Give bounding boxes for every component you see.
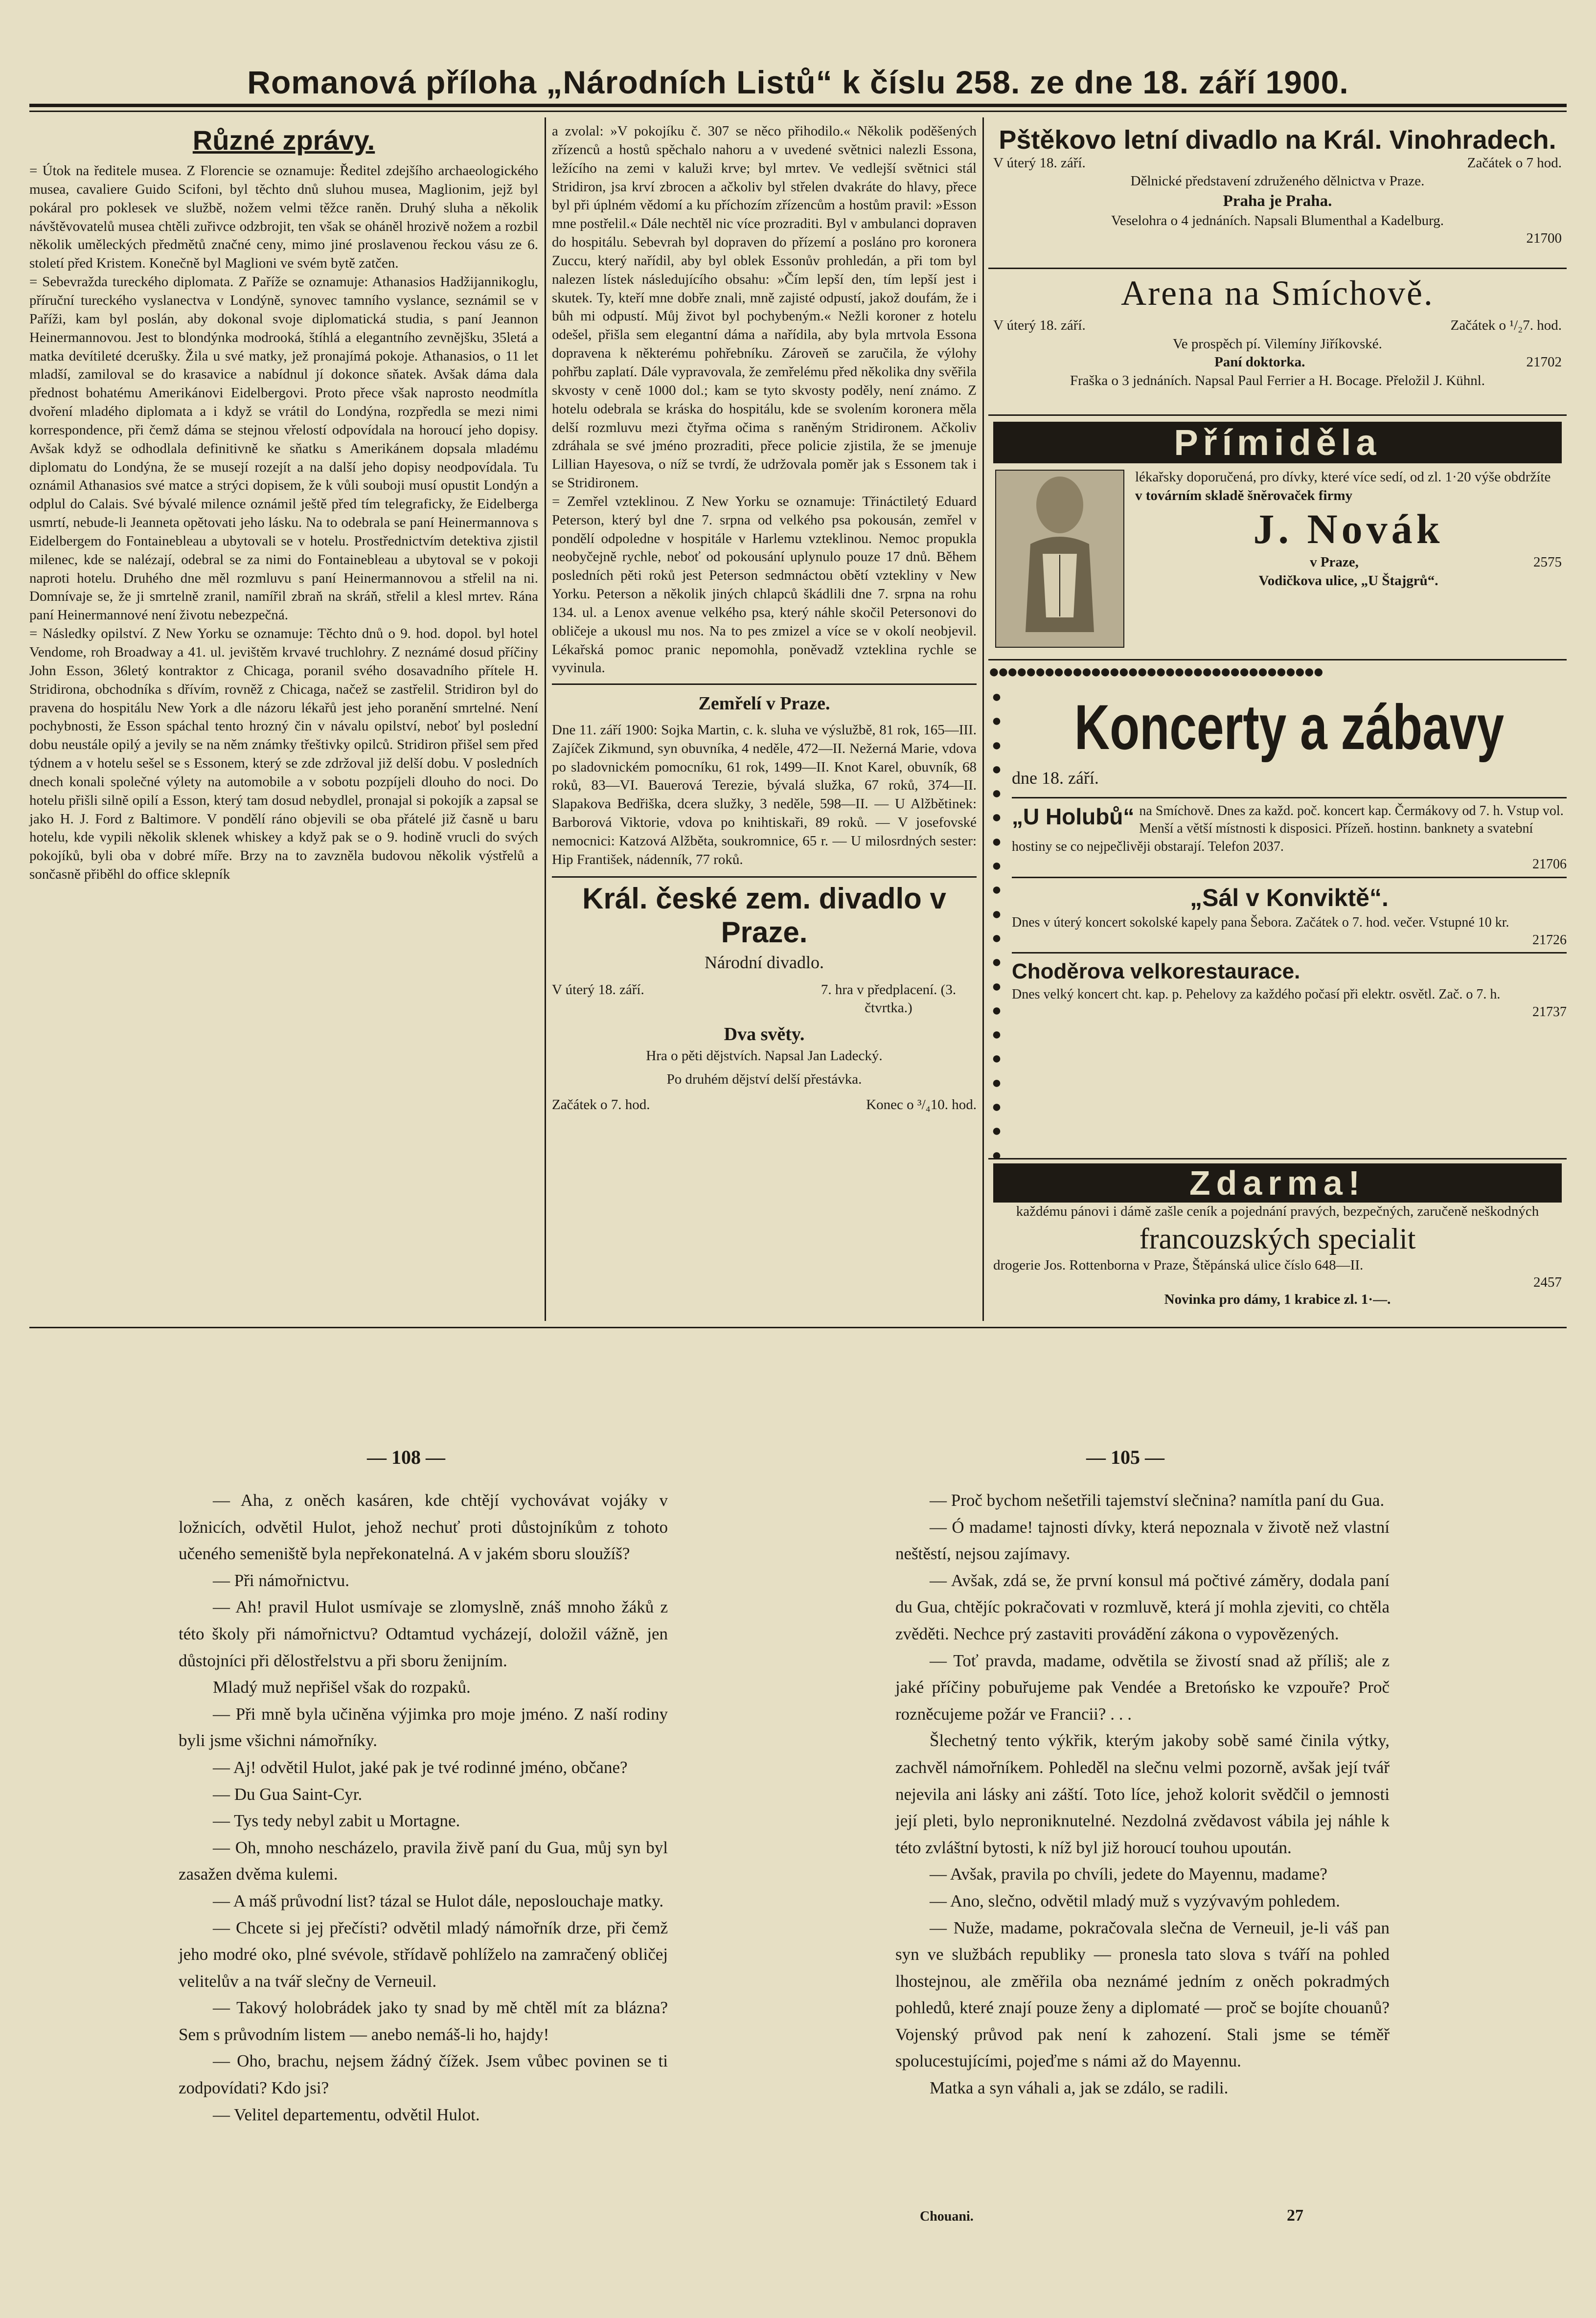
ad-primidla-title: Přímiděla <box>993 422 1562 463</box>
novel-right-para: — Proč bychom nešetřili tajemství slečnina? namítla paní du Gua. <box>930 1491 1385 1510</box>
ad-primidla-city: v Praze, <box>1310 554 1359 570</box>
theatre-ad <box>552 882 977 1114</box>
novel-right-para: — Avšak, zdá se, že první konsul má počtivé záměry, dodala paní du Gua, chtějíc pokračovati v rozmluvě, která jí mohla zjeviti, co chtěla zvěděti. Nechce prý zastaviti provádění zákona o vypovězených. <box>895 1570 1390 1643</box>
page-number-left: — 108 — <box>367 1446 445 1468</box>
ad-choder-text: Dnes velký koncert cht. kap. p. Pehelovy za každého počasí při elektr. osvětl. Zač. o 7. h. <box>1012 986 1501 1002</box>
masthead-rule <box>29 104 1567 107</box>
ad-pstekovo <box>988 122 1567 269</box>
article-opilstvi: = Následky opilství. Z New Yorku se oznamuje: Těchto dnů o 9. hod. dopol. byl hotel Vendome, roh Broadway a 41. ul. jevištěm krvavé truchlohry. Z neznámé dosud příčiny John Esson, 36letý kontraktor z Chicaga, poranil svého dosavadního přítele H. Stridirona, obchodníka s dřívím, rovněž z Chicaga, načež se zastřelil. Stridiron byl do pravena do hospitálu New York a dle názoru lékařů jest jeho poranění smrtelné. Není pochybnosti, že Esson spáchal tento hrozný čin v návalu opilství, neboť byl poslední dobu neustále opilý a jevily se na něm známky třeštivky opilců. Stridiron přišel sem před týdnem a v hotelu sešel se s Essonem, který se zde zdržoval již delší dobu. V posledních dnech konali společné výlety na automobile a v sobotu pozpíjeli dlouho do noci. Do hotelu přišli silně opilí a Esson, který tam dosud nebydlel, pronajal si pokojík a zapsal se jako H. J. Ford z Baltimore. V pondělí ráno objevili se oba přátelé již časně u baru hotelu, kde vypili několik sklenek whiskey a když pak se o 9. hodině vrucli do svých pokojíků, byli oba v dobré míře. Brzy na to zavzněla budovou několik výstřelů a sončasně přiběhl do office sklepník <box>29 626 538 883</box>
novel-right-para: — Toť pravda, madame, odvětila se živostí snad až příliš; ale z jaké příčiny pobuřujeme pak Vendée a Bretońsko ke vzpouře? Proč rozněcujeme požár ve Francii? . . . <box>895 1651 1390 1724</box>
theatre-author: Hra o pěti dějstvích. Napsal Jan Ladecký. <box>646 1047 883 1064</box>
ad-koncerty-date: dne 18. září. <box>1012 768 1099 788</box>
theatre-note: Po druhém dějství delší přestávka. <box>666 1071 862 1087</box>
ad-arena-benefit: Ve prospěch pí. Vilemíny Jiříkovské. <box>1173 336 1382 352</box>
deaths-list: Dne 11. září 1900: Sojka Martin, c. k. sluha ve výslužbě, 81 rok, 165—III. Zajíček Zikmund, syn obuvníka, 4 neděle, 472—II. Nežerná Marie, vdova po sladovnickém pomocníku, 61 rok, 1499—II. Knot Karel, obuvník, 68 roků, 83—VI. Bauerová Terezie, bývalá služka, 67 roků, 374—II. Slapakova Bedřiška, dcera služky, 3 neděle, 598—II. — U Alžbětinek: Barborová Viktorie, vdova po knihtiskaři, 89 roků. — V josefovské nemocnici: Katzová Alžběta, soukromnice, 65 r. — U milosrdných sester: Hip František, nádenník, 77 roků. <box>552 722 977 867</box>
ad-arena-date: V úterý 18. září. <box>993 318 1086 333</box>
novel-page-right <box>895 1487 1390 2187</box>
novel-left-para: — Du Gua Saint-Cyr. <box>213 1784 363 1804</box>
novel-right-para: — Ó madame! tajnosti dívky, která nepoznala v životě než vlastní neštěstí, nejsou zajímavy. <box>895 1517 1390 1564</box>
ad-holubu-num: 21706 <box>1532 857 1567 872</box>
ad-holubu-text: na Smíchově. Dnes za každ. poč. koncert kap. Čermákovy od 7. h. Vstup vol. Menší a větší místnosti k disposici. Přízeň. hostinn. banknety a svatební hostiny se co nejpečlivěji obstarají. Telefon 2037. <box>1012 803 1564 854</box>
ad-koncerty <box>988 660 1567 1164</box>
novel-left-para: — Takový holobrádek jako ty snad by mě chtěl mít za blázna? Sem s průvodním listem — anebo nemáš-li ho, hajdy! <box>179 1998 668 2044</box>
novel-left-para: — Tys tedy nebyl zabit u Mortagne. <box>213 1811 460 1831</box>
column-1 <box>29 122 538 1321</box>
theatre-date: V úterý 18. září. <box>552 981 644 998</box>
article-museum: = Útok na ředitele musea. Z Florencie se oznamuje: Ředitel zdejšího archaeologického musea, cavaliere Guido Scifoni, byl těchto dnů sluhou musea, Maglionim, jejž byl pokáral pro poklesek ve službě, nožem velmi těžce raněn. Druhý sluha a několik návštěvovatelů musea chtěli zuřivce odzbrojit, ten však se oháněl hrozivě nožem a rozbil několik uměleckých předmětů značné ceny, mimo jiné proslavenou řeckou vásu ze 6. století před Kristem. Konečně byl Maglioni ve svém bytě zatčen. <box>29 163 538 272</box>
novel-left-para: — Ah! pravil Hulot usmívaje se zlomyslně, znáš mnoho žáků z této školy při námořnictvu? Odtamtud vycházejí, doložil vážně, jen důstojníci při dělostřelstvu a při sboru ženijním. <box>179 1597 668 1670</box>
novel-left-para: — A máš průvodní list? tázal se Hulot dále, neposlouchaje matky. <box>213 1891 664 1910</box>
theatre-title: Král. české zem. divadlo v Praze. <box>582 882 946 949</box>
novel-right-para: — Avšak, pravila po chvíli, jedete do Mayennu, madame? <box>930 1864 1327 1884</box>
novel-left-para: — Oho, brachu, nejsem žádný čížek. Jsem vůbec povinen se ti zodpovídati? Kdo jsi? <box>179 2051 668 2098</box>
novel-left-para: Mladý muž nepřišel však do rozpaků. <box>213 1678 471 1697</box>
ad-zdarma-big: francouzských specialit <box>1139 1222 1416 1255</box>
novel-left-para: — Při námořnictvu. <box>213 1570 349 1590</box>
novel-footer-title: Chouani. <box>920 2209 974 2224</box>
ad-pstekovo-play: Praha je Praha. <box>1223 192 1332 210</box>
theatre-start: Začátek o 7. hod. <box>552 1096 650 1113</box>
novel-footer-sheet: 27 <box>1287 2206 1303 2225</box>
ad-zdarma <box>988 1159 1567 1315</box>
theatre-perf: 7. hra v předplacení. (3. čtvrtka.) <box>821 981 957 1016</box>
ad-choder-num: 21737 <box>1532 1004 1567 1020</box>
ad-sal-title: „Sál v Konviktě“. <box>1190 884 1389 911</box>
ad-zdarma-text1: každému pánovi i dámě zašle ceník a pojednání pravých, bezpečných, zaručeně neškodných <box>1016 1204 1539 1219</box>
decorative-bullets-left: ● ● ● ● ● ● ● ● ● ● ● ● ● ● ● ● ● ● ● ● <box>991 688 1002 1164</box>
upper-bottom-rule <box>29 1327 1567 1328</box>
novel-right-para: Šlechetný tento výkřik, kterým jakoby sobě samé činila výtky, zachvěl námořníkem. Pohleděl na slečnu velmi pozorně, avšak její tvář nejevila ani lásky ani záští. Toto líce, jehož kolorit svědčil o jemnosti její pleti, bylo neproniknutelné. Nezdolná zvědavost vábila jej náhle k této zvláštní bytosti, k níž byl již horoucí touhou upoután. <box>895 1731 1390 1857</box>
ad-zdarma-foot: Novinka pro dámy, 1 krabice zl. 1·—. <box>1164 1292 1391 1308</box>
novel-right-para: Matka a syn váhali a, jak se zdálo, se radili. <box>930 2078 1229 2098</box>
ad-pstekovo-start: Začátek o 7 hod. <box>1467 155 1562 171</box>
ad-zdarma-title: Zdarma! <box>993 1163 1562 1203</box>
page-number-right: — 105 — <box>1086 1446 1164 1468</box>
ad-primidla-text2: v továrním skladě šněrovaček firmy <box>1135 487 1353 503</box>
column-rule-2 <box>982 117 984 1321</box>
ad-primidla-text1: lékařsky doporučená, pro dívky, které více sedí, od zl. 1·20 výše obdržíte <box>1135 469 1551 485</box>
corset-icon <box>996 471 1123 647</box>
ad-arena-line: Fraška o 3 jednáních. Napsal Paul Ferrier a H. Bocage. Přeložil J. Kühnl. <box>1070 373 1485 389</box>
ad-holubu-name: „U Holubů“ <box>1012 804 1135 829</box>
ad-arena-start: Začátek o ¹/₂7. hod. <box>1450 318 1562 333</box>
novel-right-para: — Ano, slečno, odvětil mladý muž s vyzývavým pohledem. <box>930 1891 1340 1910</box>
novel-left-para: — Aj! odvětil Hulot, jaké pak je tvé rodinné jméno, občane? <box>213 1757 628 1777</box>
novel-left-para: — Oh, mnoho nescházelo, pravila živě paní du Gua, můj syn byl zasažen dvěma kulemi. <box>179 1838 668 1884</box>
ad-pstekovo-date: V úterý 18. září. <box>993 155 1086 171</box>
ad-sal-num: 21726 <box>1532 932 1567 948</box>
masthead: Romanová příloha „Národních Listů“ k číslu 258. ze dne 18. září 1900. <box>247 64 1349 100</box>
ad-arena <box>988 269 1567 416</box>
decorative-bullets-top: ●●●●●●●●●●●●●●●●●●●●●●●●●●●●●●●●●●●● <box>988 661 1322 682</box>
article-continued: a zvolal: »V pokojíku č. 307 se něco přihodilo.« Několik poděšených zřízenců a hostů spěchalo nahoru a v uvedené světnici nalezli Essona, ležícího na zemi v kaluži krve; byl mrtev. Ve vedlejší světnici stál Stridiron, jsa krví zbrocen a ačkoliv byl střelen dvakráte do hlavy, přece byl při úplném vědomí a ku příchozím zřízencům a hostům pravil: »Esson mne postřelil.« Dále nechtěl nic více prozraditi. Byl v ambulanci dopraven do hospitálu. Sebevrah byl dopraven do přízemí a posláno pro koronera Zuccu, který nařídil, aby byl oblek Essonův prohledán, a při tom byl nalezen lístek následujícího obsahu: »Čím lepší den, tím lepší jest i skutek. Ty, kteří mne dobře znali, mně zajisté odpustí, jakož doufám, že i bůh mi odpustí. Můj život byl pochybeným.« Nežli koroner z hotelu odešel, přišla sem elegantní dáma a nařídila, aby byla mrtvola Essona dopravena k některému pohřebníku. Zároveň se zaručila, že výlohy pohřbu zaplatí. Dále vypravovala, že zemřelému před několika dny svěřila skvosty v ceně 1000 dol.; kam se tyto skvosty poděly, není známo. Z hotelu odebrala se kráska do hospitálu, kde se svolením koronera měla delší rozmluvu mezi čtyřma očima s raněným Stridironem. Ačkoliv zdráhala se své jméno prozraditi, přece policie zjistila, že se jmenuje Lillian Hayesova, o níž se tvrdí, že udržovala poměr jak s Essonem tak i se Stridironem. <box>552 123 977 491</box>
corset-illustration <box>995 470 1124 648</box>
column-3-ads <box>988 122 1567 1321</box>
column-rule-1 <box>545 117 546 1321</box>
novel-right-para: — Nuže, madame, pokračovala slečna de Verneuil, je-li váš pan syn ve službách republiky — pronesla tato slova s tváří na pohled lhostejnou, ale změřila oba neznámé jedním z oněch pokradmých pohledů, které znají pouze ženy a diplomaté — proč se bojíte chouanů? Vojenský průvod pak není k zahození. Stali jsme se téměř spolucestujícími, pojeďme s námi až do Mayennu. <box>895 1918 1390 2071</box>
ad-arena-title: Arena na Smíchově. <box>1121 273 1434 313</box>
novel-left-para: — Chcete si jej přečísti? odvětil mladý námořník drze, při čemž jeho modré oko, plné svévole, střídavě pohlíželo na zamračený obličej velitelův a na tvář slečny de Verneuil. <box>179 1918 668 1991</box>
ad-choder-title: Choděrova velkorestaurace. <box>1012 959 1300 984</box>
ad-pstekovo-num: 21700 <box>1526 230 1562 246</box>
ad-pstekovo-line1: Dělnické představení združeného dělnictva v Praze. <box>1130 173 1425 189</box>
article-vzteklina: = Zemřel vzteklinou. Z New Yorku se oznamuje: Třináctiletý Eduard Peterson, který byl dne 7. srpna od velkého psa pokousán, zemřel v pondělí odpoledne v hospitále v Harlemu vzteklinou. Nemoc propukla neobyčejně rychle, neboť od pokousání uplynulo pouze 17 dnů. Během posledních pěti roků jest Peterson sedmnáctou obětí vztekliny v New Yorku. Peterson a několik jiných chlapců škádlili dne 7. srpna na rohu 134. ul. a Lenox avenue velkého psa, který náhle skočil Petersonovi do obličeje a ukousl mu nos. Na to pes zmizel a více se v okolí neobjevil. Lékařská pomoc pranic nepomohla, poněvadž vzteklina rychle se vyvinula. <box>552 493 977 676</box>
ad-arena-play: Paní doktorka. <box>1214 354 1305 370</box>
novel-page-left <box>179 1487 668 2202</box>
deaths-heading: Zemřelí v Praze. <box>698 693 830 714</box>
novel-left-para: — Aha, z oněch kasáren, kde chtějí vychovávat vojáky v ložnicích, odvětil Hulot, jehož nechuť proti důstojníkům z tohoto učeného semeniště byla nepřekonatelná. A v jakém sboru sloužíš? <box>179 1491 668 1564</box>
article-diplomat: = Sebevražda tureckého diplomata. Z Paříže se oznamuje: Athanasios Hadžijannikoglu, příruční tureckého vyslanectva v Londýně, synovec tamního vyslance, seznámil se v Paříži, kam byl poslán, aby dokonal svoje diplomatická studia, s paní Jeannon Heinermannovou. Jest to blondýnka modrooká, štíhlá a elegantního zevnějšku, 35letá a matka devítileté dcerušky. Žila u své matky, jež pronajímá pokoje. Athanasios, o 11 let mladší, zamiloval se do krasavice a nabídnul jí dokonce sňatek. Avšak dáma dala přednost bohatému Amerikánovi Eidelbergovi. Proto přece však naprosto neodmítla dvoření mladého diplomata a i když se vrátil do Londýna, rozpředla se mezi nimi korrespondence, při čemž dáma se stejnou vřelostí odpovídala na horoucí jeho dopisy. Avšak když se odhodlala definitivně ke sňatku s Amerikánem dopsala mladému diplomatu do Londýna, že se musejí rozejít a na další jeho dopisy neodpovídala. Tu oznámil Athanasios své matce a strýci dopisem, že k vůli souboji musí opustit Londýn a odplul do Calais. Své bývalé milence oznámil ještě před tím telegraficky, že Eidelberga usmrtí, nebude-li Jeanneta opětovati jeho lásku. Na to odebrala se paní Heinermannova s Eidelbergem do Fontainebleau a ubytovali se v hotelu. Prostřednictvím detektiva zjistil milenec, kde se nalézají, odebral se za nimi do Fontainebleau a ubytoval se v pokoji naproti hotelu. Druhého dne měl rozmluvu s paní Heinermannovou a střelil na ni. Domnívaje se, že ji smrtelně zranil, namířil zbraň na skráň, střelil a klesl mrtev. Rána paní Heinermannové není životu nebezpečná. <box>29 274 538 623</box>
theatre-subtitle: Národní divadlo. <box>705 952 824 972</box>
ad-zdarma-text2: drogerie Jos. Rottenborna v Praze, Štěpánská ulice číslo 648—II. <box>993 1257 1364 1273</box>
ad-koncerty-title: Koncerty a zábavy <box>1074 692 1505 763</box>
ad-pstekovo-title: Pštěkovo letní divadlo na Král. Vinohradech. <box>999 125 1556 155</box>
section-heading: Různé zprávy. <box>192 125 375 156</box>
novel-left-para: — Při mně byla učiněna výjimka pro moje jméno. Z naší rodiny byli jsme všichni námořníky. <box>179 1704 668 1750</box>
ad-zdarma-num: 2457 <box>1533 1274 1562 1291</box>
ad-primidla-street: Vodičkova ulice, „U Štajgrů“. <box>1258 572 1438 589</box>
novel-left-para: — Velitel departementu, odvětil Hulot. <box>213 2105 480 2124</box>
ad-sal-text: Dnes v úterý koncert sokolské kapely pana Šebora. Začátek o 7. hod. večer. Vstupné 10 kr. <box>1012 914 1509 930</box>
ad-pstekovo-line2: Veselohra o 4 jednáních. Napsali Blumenthal a Kadelburg. <box>1111 212 1444 228</box>
theatre-play: Dva světy. <box>724 1024 805 1045</box>
ad-arena-num: 21702 <box>1526 354 1562 370</box>
ad-primidla <box>988 416 1567 660</box>
column-2 <box>552 122 977 1321</box>
ad-primidla-num: 2575 <box>1533 554 1562 570</box>
theatre-end: Konec o ³/₄10. hod. <box>866 1096 977 1113</box>
masthead-rule-thin <box>29 111 1567 112</box>
ad-primidla-firm: J. Novák <box>1253 505 1444 553</box>
